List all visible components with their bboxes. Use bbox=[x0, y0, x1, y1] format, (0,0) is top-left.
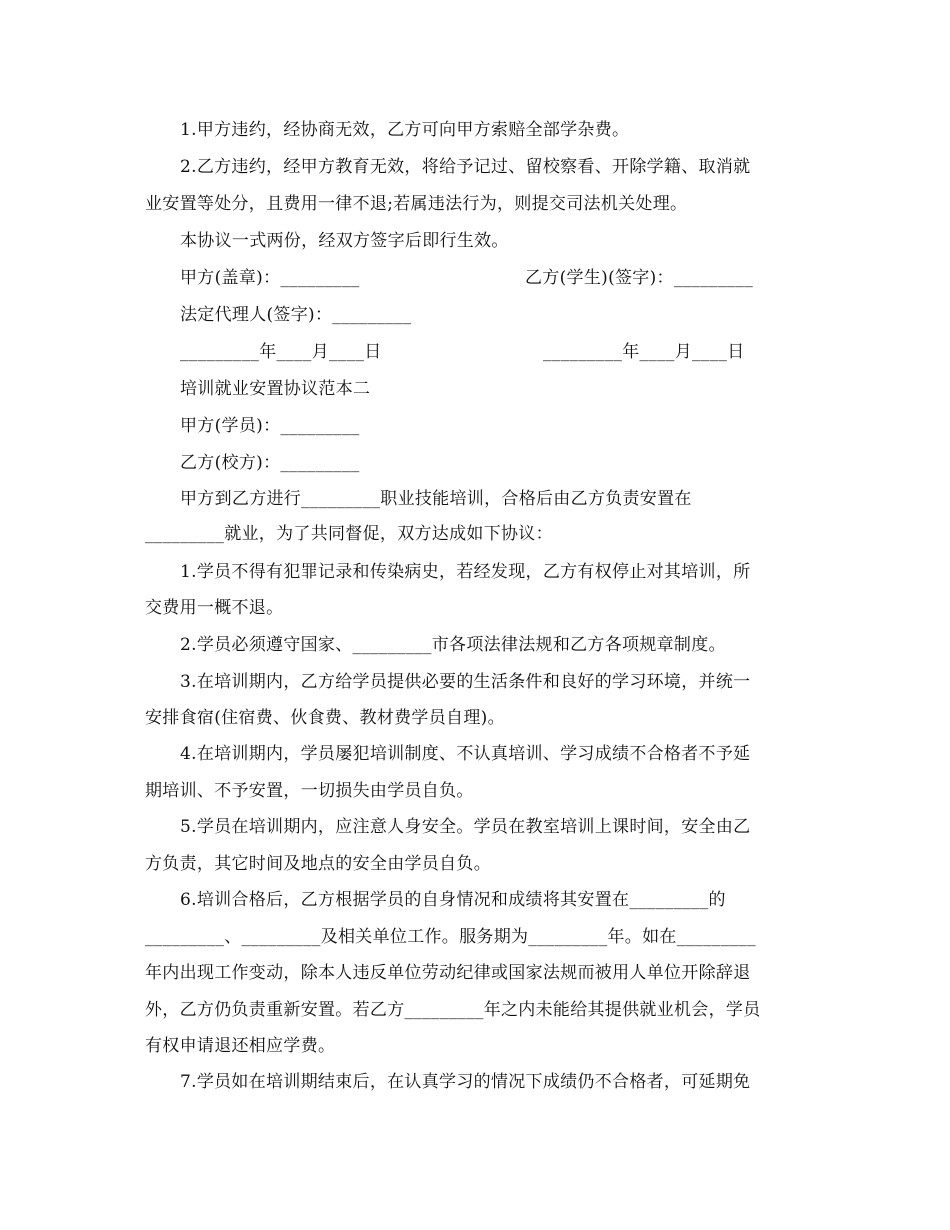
effect-statement: 本协议一式两份，经双方签字后即行生效。 bbox=[180, 231, 509, 251]
party-a-seal-line: 甲方(盖章)：_________ bbox=[180, 268, 360, 288]
item-6-line-4: 外，乙方仍负责重新安置。若乙方_________年之内未能给其提供就业机会，学员 bbox=[145, 1000, 761, 1020]
item-4-line-1: 4.在培训期内，学员屡犯培训制度、不认真培训、学习成绩不合格者不予延 bbox=[180, 744, 751, 764]
item-4-line-2: 期培训、不予安置，一切损失由学员自负。 bbox=[145, 781, 474, 801]
clause-2-line-2: 业安置等处分，且费用一律不退;若属违法行为，则提交司法机关处理。 bbox=[145, 194, 688, 214]
party-b-school-line: 乙方(校方)：_________ bbox=[180, 453, 360, 473]
intro-line-2: _________就业，为了共同督促，双方达成如下协议： bbox=[145, 524, 553, 544]
intro-line-1: 甲方到乙方进行_________职业技能培训，合格后由乙方负责安置在 bbox=[180, 489, 692, 509]
item-6-line-1: 6.培训合格后，乙方根据学员的自身情况和成绩将其安置在_________的 bbox=[180, 890, 726, 910]
item-1-line-1: 1.学员不得有犯罪记录和传染病史，若经发现，乙方有权停止对其培训，所 bbox=[180, 562, 751, 582]
item-7-line-1: 7.学员如在培训期结束后，在认真学习的情况下成绩仍不合格者，可延期免 bbox=[180, 1072, 751, 1092]
item-5-line-2: 方负责，其它时间及地点的安全由学员自负。 bbox=[145, 854, 491, 874]
item-5-line-1: 5.学员在培训期内，应注意人身安全。学员在教室培训上课时间，安全由乙 bbox=[180, 817, 751, 837]
item-6-line-2: _________、_________及相关单位工作。服务期为_________年。如在_________ bbox=[145, 927, 756, 947]
legal-representative-line: 法定代理人(签字)：_________ bbox=[180, 305, 412, 325]
item-6-line-3: 年内出现工作变动，除本人违反单位劳动纪律或国家法规而被用人单位开除辞退 bbox=[145, 963, 751, 983]
clause-2-line-1: 2.乙方违约，经甲方教育无效，将给予记过、留校察看、开除学籍、取消就 bbox=[180, 157, 751, 177]
clause-1: 1.甲方违约，经协商无效，乙方可向甲方索赔全部学杂费。 bbox=[180, 120, 630, 140]
party-b-signature-line: 乙方(学生)(签字)：_________ bbox=[525, 268, 754, 288]
party-a-student-line: 甲方(学员)：_________ bbox=[180, 416, 360, 436]
item-1-line-2: 交费用一概不退。 bbox=[145, 598, 284, 618]
item-3-line-1: 3.在培训期内，乙方给学员提供必要的生活条件和良好的学习环境，并统一 bbox=[180, 672, 751, 692]
item-6-line-5: 有权申请退还相应学费。 bbox=[145, 1036, 336, 1056]
sample-title: 培训就业安置协议范本二 bbox=[180, 379, 371, 399]
date-line-right: _________年____月____日 bbox=[543, 342, 745, 362]
item-2: 2.学员必须遵守国家、_________市各项法律法规和乙方各项规章制度。 bbox=[180, 635, 726, 655]
date-line-left: _________年____月____日 bbox=[180, 342, 382, 362]
item-3-line-2: 安排食宿(住宿费、伙食费、教材费学员自理)。 bbox=[145, 708, 505, 728]
